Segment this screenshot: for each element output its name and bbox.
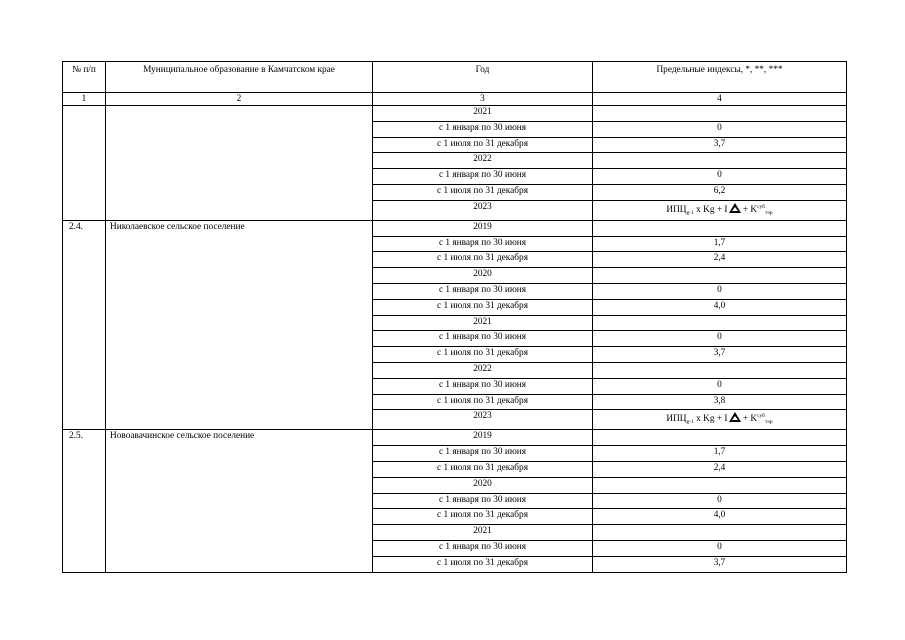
row-number: [63, 106, 106, 221]
numbering-cell: 2: [106, 93, 373, 106]
numbering-row: [63, 93, 847, 106]
index-value-cell: [593, 220, 847, 236]
header-row: [63, 62, 847, 93]
table-row: [63, 220, 847, 236]
period-cell: с 1 июля по 31 декабря: [373, 509, 593, 525]
index-value-cell: [593, 106, 847, 122]
period-cell: 2020: [373, 268, 593, 284]
formula-part: суб: [757, 203, 765, 210]
index-value-cell: [593, 477, 847, 493]
formula-part: ИПЦ: [666, 414, 687, 425]
header-municipality: Муниципальное образование в Камчатском крае: [106, 62, 373, 93]
index-value-cell: 0: [593, 331, 847, 347]
index-value-cell: 3,7: [593, 347, 847, 363]
index-value-cell: [593, 525, 847, 541]
period-cell: с 1 января по 30 июня: [373, 283, 593, 299]
period-cell: 2019: [373, 430, 593, 446]
header-index: Предельные индексы, *, **, ***: [593, 62, 847, 93]
table-row: [63, 106, 847, 122]
period-cell: 2021: [373, 525, 593, 541]
index-value-cell: 1,7: [593, 446, 847, 462]
numbering-cell: 3: [373, 93, 593, 106]
municipality-name: [106, 106, 373, 221]
formula-part: g-1: [686, 419, 694, 426]
period-cell: 2022: [373, 153, 593, 169]
index-value-cell: [593, 200, 847, 220]
index-value-cell: 3,7: [593, 137, 847, 153]
period-cell: с 1 июля по 31 декабря: [373, 137, 593, 153]
period-cell: с 1 января по 30 июня: [373, 446, 593, 462]
period-cell: 2023: [373, 410, 593, 430]
period-cell: с 1 января по 30 июня: [373, 540, 593, 556]
index-value-cell: [593, 315, 847, 331]
period-cell: с 1 января по 30 июня: [373, 236, 593, 252]
index-value-cell: [593, 410, 847, 430]
index-value-cell: 6,2: [593, 184, 847, 200]
period-cell: с 1 января по 30 июня: [373, 378, 593, 394]
period-cell: 2022: [373, 362, 593, 378]
index-value-cell: 1,7: [593, 236, 847, 252]
period-cell: с 1 июля по 31 декабря: [373, 347, 593, 363]
period-cell: с 1 января по 30 июня: [373, 331, 593, 347]
index-value-cell: 0: [593, 283, 847, 299]
index-value-cell: [593, 268, 847, 284]
header-num: № п/п: [63, 62, 106, 93]
table-body: [63, 106, 847, 573]
numbering-cell: 4: [593, 93, 847, 106]
municipality-name: Новоавачинское сельское поселение: [106, 430, 373, 572]
index-value-cell: 0: [593, 540, 847, 556]
delta-icon: [729, 412, 741, 422]
period-cell: с 1 января по 30 июня: [373, 169, 593, 185]
period-cell: с 1 июля по 31 декабря: [373, 394, 593, 410]
formula-part: суб: [757, 413, 765, 420]
period-cell: 2019: [373, 220, 593, 236]
numbering-cell: 1: [63, 93, 106, 106]
formula-part: тэр: [764, 419, 773, 426]
period-cell: 2023: [373, 200, 593, 220]
header-year: Год: [373, 62, 593, 93]
index-value-cell: 2,4: [593, 461, 847, 477]
index-value-cell: 0: [593, 493, 847, 509]
index-value-cell: 0: [593, 378, 847, 394]
period-cell: с 1 июля по 31 декабря: [373, 299, 593, 315]
index-value-cell: [593, 153, 847, 169]
index-value-cell: 2,4: [593, 252, 847, 268]
formula-part: ИПЦ: [666, 204, 687, 215]
formula-part: + K: [740, 414, 758, 425]
formula-part: g-1: [686, 209, 694, 216]
index-formula: [666, 410, 772, 428]
delta-icon: [729, 203, 741, 213]
period-cell: с 1 июля по 31 декабря: [373, 252, 593, 268]
formula-part: тэр: [764, 209, 773, 216]
period-cell: с 1 января по 30 июня: [373, 493, 593, 509]
tariff-index-table: [62, 61, 847, 573]
index-value-cell: 3,8: [593, 394, 847, 410]
period-cell: 2020: [373, 477, 593, 493]
period-cell: с 1 января по 30 июня: [373, 121, 593, 137]
row-number: 2.5.: [63, 430, 106, 572]
period-cell: 2021: [373, 315, 593, 331]
formula-part: + K: [740, 204, 758, 215]
period-cell: с 1 июля по 31 декабря: [373, 184, 593, 200]
table-row: [63, 430, 847, 446]
index-value-cell: 0: [593, 169, 847, 185]
index-value-cell: 0: [593, 121, 847, 137]
index-value-cell: [593, 362, 847, 378]
period-cell: с 1 июля по 31 декабря: [373, 461, 593, 477]
row-number: 2.4.: [63, 220, 106, 430]
period-cell: с 1 июля по 31 декабря: [373, 556, 593, 572]
index-value-cell: 4,0: [593, 299, 847, 315]
formula-part: x Kg + I: [693, 204, 728, 215]
formula-part: x Kg + I: [693, 414, 728, 425]
index-value-cell: [593, 430, 847, 446]
index-value-cell: 3,7: [593, 556, 847, 572]
index-value-cell: 4,0: [593, 509, 847, 525]
index-formula: [666, 201, 772, 219]
municipality-name: Николаевское сельское поселение: [106, 220, 373, 430]
period-cell: 2021: [373, 106, 593, 122]
